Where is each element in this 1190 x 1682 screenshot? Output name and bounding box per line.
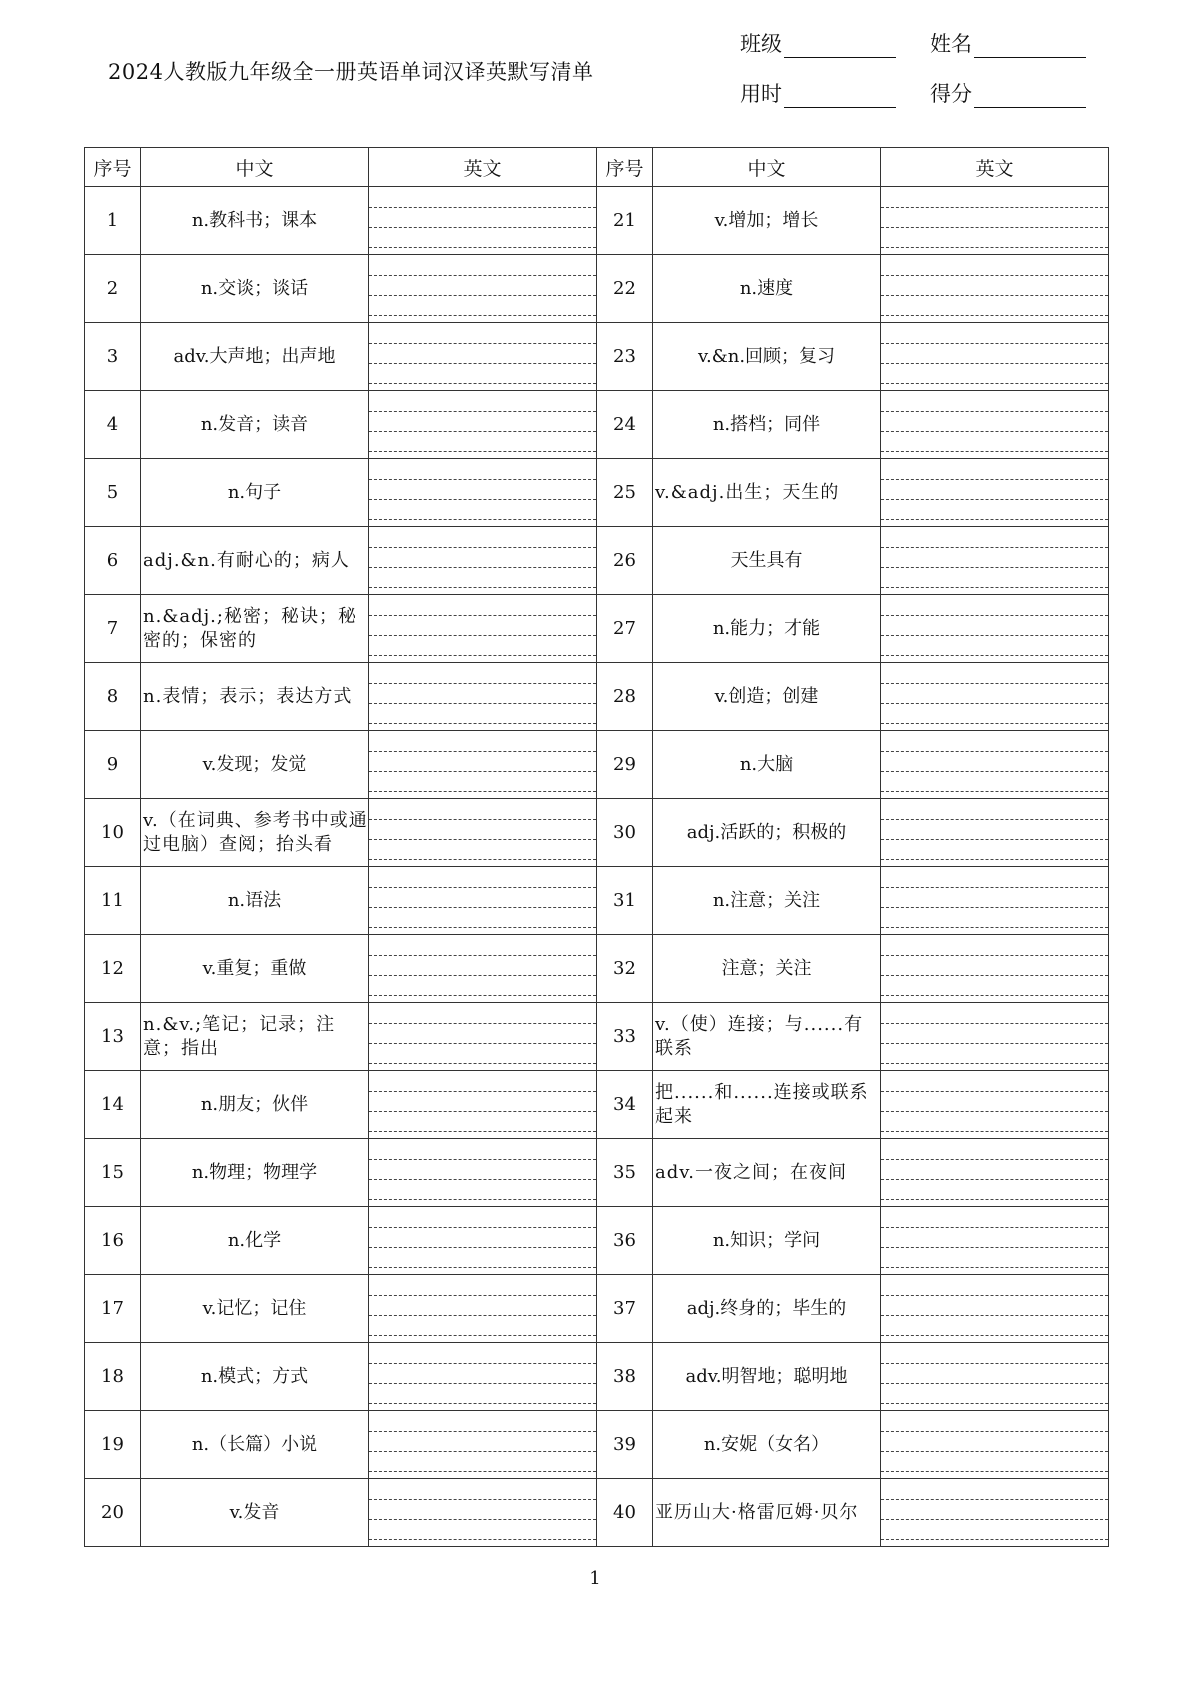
row-number: 15 bbox=[85, 1139, 141, 1207]
row-number: 24 bbox=[597, 391, 653, 459]
time-label: 用时 bbox=[740, 82, 782, 106]
chinese-term: v.重复；重做 bbox=[141, 935, 369, 1003]
chinese-term: v.发现；发觉 bbox=[141, 731, 369, 799]
chinese-term: adv.一夜之间；在夜间 bbox=[653, 1139, 881, 1207]
english-answer-blank[interactable] bbox=[881, 1003, 1109, 1071]
class-field[interactable] bbox=[740, 28, 896, 58]
english-answer-blank[interactable] bbox=[881, 527, 1109, 595]
time-field[interactable] bbox=[740, 78, 896, 108]
table-row bbox=[85, 867, 1109, 935]
english-answer-blank[interactable] bbox=[881, 1071, 1109, 1139]
row-number: 11 bbox=[85, 867, 141, 935]
english-answer-blank[interactable] bbox=[881, 935, 1109, 1003]
chinese-term: n.发音；读音 bbox=[141, 391, 369, 459]
english-answer-blank[interactable] bbox=[369, 935, 597, 1003]
class-label: 班级 bbox=[740, 32, 782, 56]
table-row bbox=[85, 459, 1109, 527]
vocab-table bbox=[84, 147, 1109, 1547]
chinese-term: adj.活跃的；积极的 bbox=[653, 799, 881, 867]
english-answer-blank[interactable] bbox=[369, 323, 597, 391]
table-row bbox=[85, 731, 1109, 799]
chinese-term: adv.明智地；聪明地 bbox=[653, 1343, 881, 1411]
english-answer-blank[interactable] bbox=[881, 391, 1109, 459]
english-answer-blank[interactable] bbox=[881, 1275, 1109, 1343]
english-answer-blank[interactable] bbox=[881, 1139, 1109, 1207]
table-row bbox=[85, 323, 1109, 391]
page-title: 2024人教版九年级全一册英语单词汉译英默写清单 bbox=[108, 60, 594, 84]
name-label: 姓名 bbox=[930, 32, 972, 56]
chinese-term: v.（使）连接；与......有联系 bbox=[653, 1003, 881, 1071]
row-number: 17 bbox=[85, 1275, 141, 1343]
english-answer-blank[interactable] bbox=[369, 459, 597, 527]
row-number: 26 bbox=[597, 527, 653, 595]
chinese-term: n.语法 bbox=[141, 867, 369, 935]
table-row bbox=[85, 1275, 1109, 1343]
english-answer-blank[interactable] bbox=[881, 867, 1109, 935]
class-blank[interactable] bbox=[784, 37, 896, 58]
chinese-term: v.创造；创建 bbox=[653, 663, 881, 731]
row-number: 12 bbox=[85, 935, 141, 1003]
col-header-no: 序号 bbox=[597, 148, 653, 187]
row-number: 22 bbox=[597, 255, 653, 323]
english-answer-blank[interactable] bbox=[881, 663, 1109, 731]
row-number: 6 bbox=[85, 527, 141, 595]
english-answer-blank[interactable] bbox=[881, 799, 1109, 867]
row-number: 16 bbox=[85, 1207, 141, 1275]
row-number: 27 bbox=[597, 595, 653, 663]
col-header-no: 序号 bbox=[85, 148, 141, 187]
row-number: 1 bbox=[85, 187, 141, 255]
chinese-term: n.能力；才能 bbox=[653, 595, 881, 663]
row-number: 29 bbox=[597, 731, 653, 799]
row-number: 32 bbox=[597, 935, 653, 1003]
col-header-zh: 中文 bbox=[141, 148, 369, 187]
chinese-term: n.物理；物理学 bbox=[141, 1139, 369, 1207]
chinese-term: n.&adj.;秘密；秘诀；秘密的；保密的 bbox=[141, 595, 369, 663]
score-blank[interactable] bbox=[974, 87, 1086, 108]
table-row bbox=[85, 595, 1109, 663]
chinese-term: n.交谈；谈话 bbox=[141, 255, 369, 323]
row-number: 10 bbox=[85, 799, 141, 867]
table-row bbox=[85, 663, 1109, 731]
score-field[interactable] bbox=[930, 78, 1086, 108]
row-number: 23 bbox=[597, 323, 653, 391]
english-answer-blank[interactable] bbox=[369, 1139, 597, 1207]
table-row bbox=[85, 187, 1109, 255]
chinese-term: n.化学 bbox=[141, 1207, 369, 1275]
english-answer-blank[interactable] bbox=[881, 1411, 1109, 1479]
chinese-term: 亚历山大·格雷厄姆·贝尔 bbox=[653, 1479, 881, 1547]
chinese-term: v.&n.回顾；复习 bbox=[653, 323, 881, 391]
chinese-term: n.句子 bbox=[141, 459, 369, 527]
row-number: 14 bbox=[85, 1071, 141, 1139]
table-row bbox=[85, 1343, 1109, 1411]
chinese-term: v.（在词典、参考书中或通过电脑）查阅；抬头看 bbox=[141, 799, 369, 867]
row-number: 31 bbox=[597, 867, 653, 935]
english-answer-blank[interactable] bbox=[369, 867, 597, 935]
chinese-term: n.表情；表示；表达方式 bbox=[141, 663, 369, 731]
row-number: 37 bbox=[597, 1275, 653, 1343]
english-answer-blank[interactable] bbox=[369, 731, 597, 799]
table-row bbox=[85, 1139, 1109, 1207]
row-number: 40 bbox=[597, 1479, 653, 1547]
table-row bbox=[85, 935, 1109, 1003]
page-number: 1 bbox=[589, 1568, 601, 1589]
row-number: 35 bbox=[597, 1139, 653, 1207]
row-number: 19 bbox=[85, 1411, 141, 1479]
english-answer-blank[interactable] bbox=[881, 459, 1109, 527]
english-answer-blank[interactable] bbox=[369, 255, 597, 323]
row-number: 9 bbox=[85, 731, 141, 799]
english-answer-blank[interactable] bbox=[369, 187, 597, 255]
row-number: 7 bbox=[85, 595, 141, 663]
row-number: 3 bbox=[85, 323, 141, 391]
english-answer-blank[interactable] bbox=[369, 1207, 597, 1275]
chinese-term: n.搭档；同伴 bbox=[653, 391, 881, 459]
chinese-term: v.记忆；记住 bbox=[141, 1275, 369, 1343]
english-answer-blank[interactable] bbox=[369, 391, 597, 459]
english-answer-blank[interactable] bbox=[369, 527, 597, 595]
row-number: 36 bbox=[597, 1207, 653, 1275]
row-number: 18 bbox=[85, 1343, 141, 1411]
english-answer-blank[interactable] bbox=[881, 595, 1109, 663]
table-row bbox=[85, 1207, 1109, 1275]
english-answer-blank[interactable] bbox=[369, 1071, 597, 1139]
english-answer-blank[interactable] bbox=[881, 255, 1109, 323]
chinese-term: v.增加；增长 bbox=[653, 187, 881, 255]
row-number: 8 bbox=[85, 663, 141, 731]
row-number: 30 bbox=[597, 799, 653, 867]
row-number: 5 bbox=[85, 459, 141, 527]
table-row bbox=[85, 255, 1109, 323]
english-answer-blank[interactable] bbox=[881, 1207, 1109, 1275]
english-answer-blank[interactable] bbox=[369, 595, 597, 663]
time-blank[interactable] bbox=[784, 87, 896, 108]
row-number: 34 bbox=[597, 1071, 653, 1139]
table-row bbox=[85, 1003, 1109, 1071]
english-answer-blank[interactable] bbox=[369, 1003, 597, 1071]
chinese-term: n.知识；学问 bbox=[653, 1207, 881, 1275]
chinese-term: v.&adj.出生；天生的 bbox=[653, 459, 881, 527]
row-number: 20 bbox=[85, 1479, 141, 1547]
chinese-term: adj.&n.有耐心的；病人 bbox=[141, 527, 369, 595]
english-answer-blank[interactable] bbox=[881, 731, 1109, 799]
row-number: 28 bbox=[597, 663, 653, 731]
chinese-term: n.安妮（女名） bbox=[653, 1411, 881, 1479]
col-header-en: 英文 bbox=[369, 148, 597, 187]
chinese-term: n.注意；关注 bbox=[653, 867, 881, 935]
english-answer-blank[interactable] bbox=[369, 1343, 597, 1411]
chinese-term: n.&v.;笔记；记录；注意；指出 bbox=[141, 1003, 369, 1071]
chinese-term: 天生具有 bbox=[653, 527, 881, 595]
english-answer-blank[interactable] bbox=[881, 187, 1109, 255]
col-header-en: 英文 bbox=[881, 148, 1109, 187]
row-number: 2 bbox=[85, 255, 141, 323]
english-answer-blank[interactable] bbox=[369, 799, 597, 867]
name-field[interactable] bbox=[930, 28, 1086, 58]
score-label: 得分 bbox=[930, 82, 972, 106]
chinese-term: adj.终身的；毕生的 bbox=[653, 1275, 881, 1343]
table-row bbox=[85, 391, 1109, 459]
col-header-zh: 中文 bbox=[653, 148, 881, 187]
chinese-term: n.（长篇）小说 bbox=[141, 1411, 369, 1479]
row-number: 33 bbox=[597, 1003, 653, 1071]
row-number: 21 bbox=[597, 187, 653, 255]
chinese-term: adv.大声地；出声地 bbox=[141, 323, 369, 391]
table-row bbox=[85, 527, 1109, 595]
chinese-term: n.大脑 bbox=[653, 731, 881, 799]
row-number: 4 bbox=[85, 391, 141, 459]
name-blank[interactable] bbox=[974, 37, 1086, 58]
chinese-term: n.速度 bbox=[653, 255, 881, 323]
chinese-term: n.教科书；课本 bbox=[141, 187, 369, 255]
english-answer-blank[interactable] bbox=[369, 1479, 597, 1547]
english-answer-blank[interactable] bbox=[881, 1343, 1109, 1411]
english-answer-blank[interactable] bbox=[369, 1411, 597, 1479]
row-number: 38 bbox=[597, 1343, 653, 1411]
chinese-term: n.朋友；伙伴 bbox=[141, 1071, 369, 1139]
chinese-term: n.模式；方式 bbox=[141, 1343, 369, 1411]
chinese-term: 注意；关注 bbox=[653, 935, 881, 1003]
english-answer-blank[interactable] bbox=[881, 1479, 1109, 1547]
english-answer-blank[interactable] bbox=[369, 663, 597, 731]
row-number: 39 bbox=[597, 1411, 653, 1479]
english-answer-blank[interactable] bbox=[881, 323, 1109, 391]
chinese-term: v.发音 bbox=[141, 1479, 369, 1547]
table-row bbox=[85, 799, 1109, 867]
english-answer-blank[interactable] bbox=[369, 1275, 597, 1343]
table-header-row bbox=[85, 148, 1109, 187]
table-row bbox=[85, 1411, 1109, 1479]
row-number: 13 bbox=[85, 1003, 141, 1071]
table-row bbox=[85, 1479, 1109, 1547]
chinese-term: 把......和......连接或联系起来 bbox=[653, 1071, 881, 1139]
table-row bbox=[85, 1071, 1109, 1139]
row-number: 25 bbox=[597, 459, 653, 527]
